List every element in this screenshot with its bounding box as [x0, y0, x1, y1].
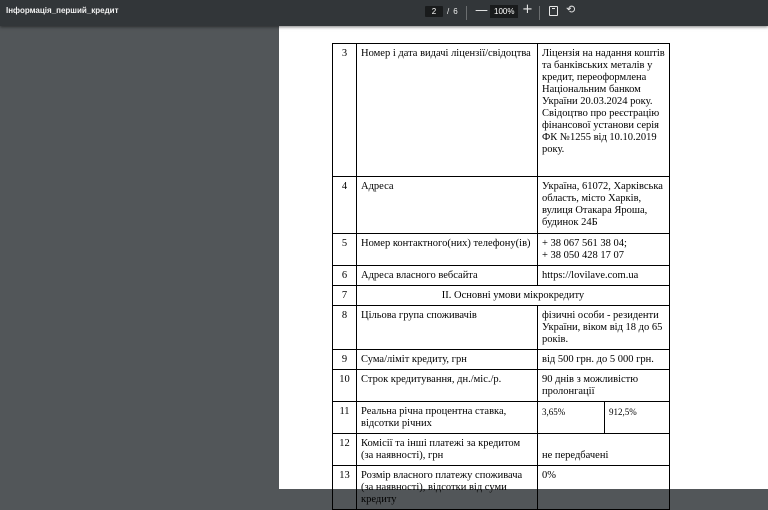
fit-to-page-icon[interactable] — [549, 6, 558, 16]
page-separator: / — [447, 7, 450, 16]
row-value: Ліцензія на надання коштів та банківських металів у кредит, переоформлена Національним банком України 20.03.2024 року. Свідоцтво про реєстрацію фінансової установи серія ФК №1255 від 10.10.2019 року. — [538, 44, 670, 177]
row-number: 11 — [333, 402, 357, 434]
toolbar-divider — [466, 6, 467, 20]
table-row — [333, 350, 670, 370]
row-number: 3 — [333, 44, 357, 177]
row-label: Адреса власного вебсайта — [357, 266, 538, 286]
row-label: Номер і дата видачі ліцензії/свідоцтва — [357, 44, 538, 177]
page-total: 6 — [453, 7, 458, 16]
zoom-level-input[interactable]: 100% — [490, 5, 518, 18]
zoom-out-button[interactable]: — — [475, 3, 488, 18]
page-number-input[interactable]: 2 — [425, 6, 443, 17]
row-number: 6 — [333, 266, 357, 286]
section-heading: ІІ. Основні умови мікрокредиту — [357, 286, 670, 306]
table-row — [333, 286, 670, 306]
row-label: Номер контактного(них) телефону(ів) — [357, 234, 538, 266]
row-number: 5 — [333, 234, 357, 266]
row-number: 7 — [333, 286, 357, 306]
row-number: 13 — [333, 466, 357, 510]
info-table — [332, 43, 670, 510]
row-number: 4 — [333, 177, 357, 234]
row-value: 0% — [538, 466, 670, 510]
rate-value-b: 912,5% — [605, 402, 670, 434]
table-row — [333, 306, 670, 350]
rotate-icon[interactable]: ⟲ — [566, 3, 576, 16]
page-navigator — [425, 6, 458, 17]
phone-2: + 38 050 428 17 07 — [542, 250, 625, 261]
phone-1: + 38 067 561 38 04; — [542, 238, 627, 249]
row-label: Цільова група споживачів — [357, 306, 538, 350]
row-label: Адреса — [357, 177, 538, 234]
table-row — [333, 402, 670, 434]
pdf-toolbar — [0, 0, 768, 26]
row-label: Строк кредитування, дн./міс./р. — [357, 370, 538, 402]
row-number: 10 — [333, 370, 357, 402]
toolbar-divider — [539, 6, 540, 20]
row-label: Комісії та інші платежі за кредитом (за наявності), грн — [357, 434, 538, 466]
pdf-page — [279, 26, 768, 505]
row-number: 9 — [333, 350, 357, 370]
row-value: не передбачені — [538, 434, 670, 466]
table-row — [333, 434, 670, 466]
row-label: Розмір власного платежу споживача (за наявності), відсотки від суми кредиту — [357, 466, 538, 510]
row-value — [538, 234, 670, 266]
zoom-in-button[interactable]: + — [522, 2, 533, 17]
document-title: Інформація_перший_кредит — [6, 6, 119, 15]
table-row — [333, 44, 670, 177]
row-number: 12 — [333, 434, 357, 466]
table-row — [333, 466, 670, 510]
table-row — [333, 234, 670, 266]
row-label: Сума/ліміт кредиту, грн — [357, 350, 538, 370]
row-value: Україна, 61072, Харківська область, місто Харків, вулиця Отакара Яроша, будинок 24Б — [538, 177, 670, 234]
table-row — [333, 370, 670, 402]
table-row — [333, 177, 670, 234]
row-value: від 500 грн. до 5 000 грн. — [538, 350, 670, 370]
rate-value-a: 3,65% — [538, 402, 605, 434]
row-number: 8 — [333, 306, 357, 350]
row-label: Реальна річна процентна ставка, відсотки річних — [357, 402, 538, 434]
row-value: 90 днів з можливістю пролонгації — [538, 370, 670, 402]
table-row — [333, 266, 670, 286]
website-link[interactable]: https://lovilave.com.ua — [538, 266, 670, 286]
row-value: фізичні особи - резиденти України, віком від 18 до 65 років. — [538, 306, 670, 350]
